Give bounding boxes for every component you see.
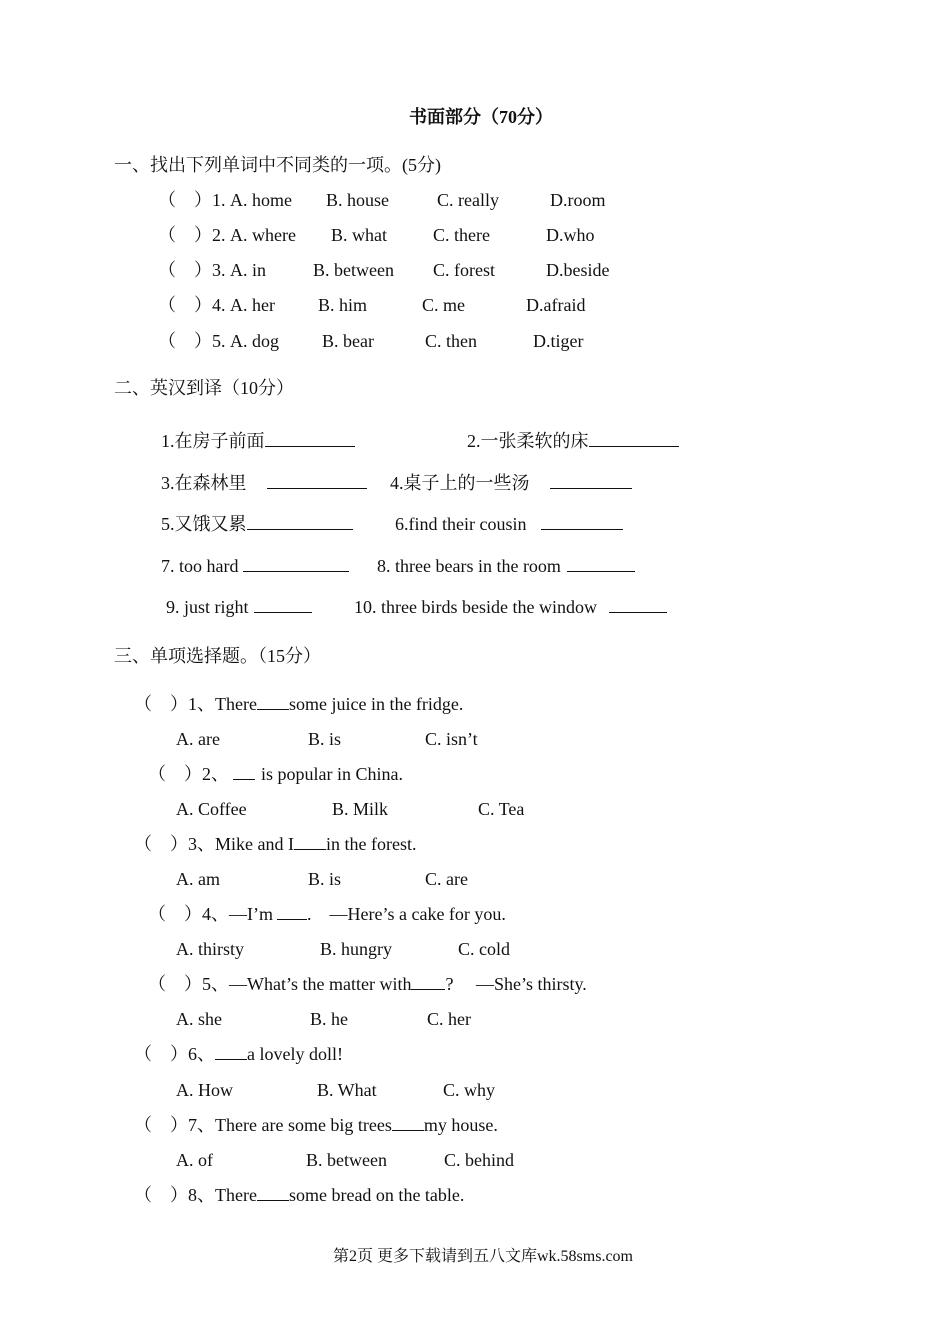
page-title: 书面部分（70分） [409,107,553,127]
stem-text: is popular in China. [261,764,403,784]
option-b: B. hungry [320,939,392,959]
question-stem [148,973,587,995]
translation-item [467,430,679,452]
option-b: B. he [310,1009,348,1029]
stem-text: a lovely doll! [247,1044,343,1064]
option-b: B. between [306,1150,387,1170]
translation-item [161,555,349,577]
answer-blank[interactable] [257,693,289,710]
stem-text: some bread on the table. [288,1185,465,1205]
option-c: C. there [433,225,490,245]
translation-item [166,596,312,618]
answer-blank[interactable] [550,472,632,489]
translation-prompt: 1.在房子前面 [161,431,265,451]
option-c: C. behind [444,1150,514,1170]
page-footer: 第2页 更多下载请到五八文库wk.58sms.com [333,1248,634,1265]
stem-text: （ ）4、—I’m [148,904,273,924]
translation-prompt: 2.一张柔软的床 [467,431,589,451]
translation-prompt: 6.find their cousin [395,514,527,534]
option-b: B. bear [322,331,374,351]
item-number: （ ）2. A. where [158,225,296,245]
option-b: B. what [331,225,387,245]
question-stem [148,903,506,925]
translation-item [161,472,367,494]
option-c: C. cold [458,939,510,959]
option-b: B. What [317,1080,377,1100]
option-d: D.tiger [533,331,584,351]
answer-blank[interactable] [392,1114,424,1131]
translation-prompt: 3.在森林里 [161,473,247,493]
option-a: A. she [176,1009,222,1029]
answer-blank[interactable] [589,430,679,447]
option-d: D.afraid [526,295,586,315]
question-stem [148,763,403,785]
translation-item [161,430,355,452]
translation-prompt: 7. too hard [161,556,239,576]
stem-text: （ ）2、 [148,764,229,784]
answer-blank[interactable] [254,596,312,613]
answer-blank[interactable] [277,903,307,920]
stem-text: in the forest. [325,834,417,854]
question-stem [134,833,416,855]
stem-text: （ ）3、Mike and I [134,834,294,854]
stem-text: （ ）1、There [134,694,257,714]
option-b: B. is [308,729,342,749]
item-number: （ ）5. A. dog [158,331,279,351]
translation-prompt: 5.又饿又累 [161,514,247,534]
question-stem [134,693,463,715]
translation-prompt: 8. three bears in the room [377,556,561,576]
section1-heading: 一、找出下列单词中不同类的一项。(5分) [114,155,441,175]
answer-blank[interactable] [411,973,445,990]
section3-heading: 三、单项选择题。（15分） [114,646,321,666]
option-a: A. are [176,729,220,749]
option-c: C. her [427,1009,471,1029]
answer-blank[interactable] [567,555,635,572]
option-a: A. of [176,1150,213,1170]
option-b: B. is [308,869,342,889]
answer-blank[interactable] [233,763,255,780]
option-d: D.room [550,190,606,210]
answer-blank[interactable] [265,430,355,447]
option-c: C. why [443,1080,496,1100]
translation-item [390,472,632,494]
answer-blank[interactable] [294,833,326,850]
section2-heading: 二、英汉到译（10分） [114,378,294,398]
translation-item [377,555,635,577]
answer-blank[interactable] [247,513,353,530]
item-number: （ ）1. A. home [158,190,292,210]
answer-blank[interactable] [257,1184,289,1201]
option-b: B. him [318,295,368,315]
translation-prompt: 10. three birds beside the window [354,597,597,617]
translation-prompt: 9. just right [166,597,249,617]
stem-text: some juice in the fridge. [288,694,464,714]
option-b: B. between [313,260,394,280]
answer-blank[interactable] [541,513,623,530]
question-stem [134,1114,498,1136]
item-number: （ ）3. A. in [158,260,266,280]
answer-blank[interactable] [267,472,367,489]
stem-text: my house. [423,1115,498,1135]
question-stem [134,1184,464,1206]
option-c: C. forest [433,260,495,280]
translation-prompt: 4.桌子上的一些汤 [390,473,530,493]
stem-text: （ ）6、 [134,1044,215,1064]
answer-blank[interactable] [215,1043,247,1060]
option-a: A. Coffee [176,799,247,819]
answer-blank[interactable] [609,596,667,613]
option-d: D.beside [546,260,610,280]
answer-blank[interactable] [243,555,349,572]
item-number: （ ）4. A. her [158,295,275,315]
option-c: C. isn’t [425,729,478,749]
option-a: A. am [176,869,220,889]
option-c: C. really [437,190,499,210]
option-b: B. Milk [332,799,389,819]
stem-text: ? —She’s thirsty. [445,974,587,994]
translation-item [354,596,667,618]
stem-text: （ ）7、There are some big trees [134,1115,392,1135]
question-stem [134,1043,343,1065]
option-b: B. house [326,190,389,210]
option-c: C. are [425,869,468,889]
stem-text: . —Here’s a cake for you. [307,904,506,924]
option-a: A. How [176,1080,233,1100]
option-d: D.who [546,225,595,245]
stem-text: （ ）8、There [134,1185,257,1205]
option-a: A. thirsty [176,939,245,959]
translation-item [395,513,623,535]
stem-text: （ ）5、—What’s the matter with [148,974,412,994]
option-c: C. then [425,331,477,351]
option-c: C. Tea [478,799,525,819]
option-c: C. me [422,295,465,315]
translation-item [161,513,353,535]
